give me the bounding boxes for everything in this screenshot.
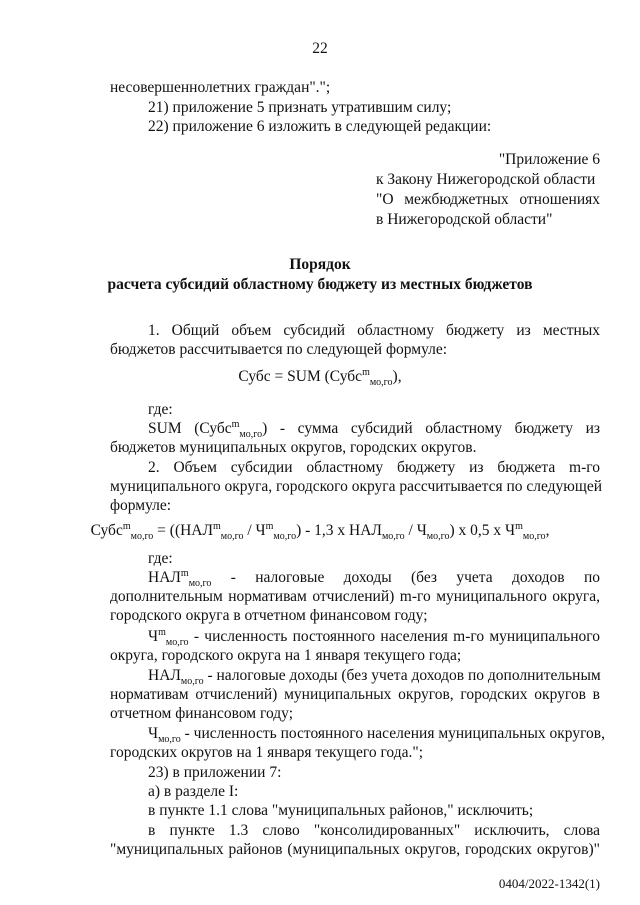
definition-line: округа, городского округа на 1 января текущего года; — [110, 647, 462, 664]
definition-line: $Ч^m_{мо,го}$ - численность постоянного населения m-го муниципального — [148, 626, 600, 649]
text-line: несовершеннолетних граждан"."; — [110, 79, 331, 96]
definition-line: городских округов на 1 января текущего года."; — [110, 744, 424, 761]
paragraph-line: бюджетов рассчитывается по следующей формуле: — [110, 341, 448, 358]
paragraph-line: муниципального округа, городского округа рассчитывается по следующей — [110, 478, 602, 495]
appendix-header-line: "О межбюджетных отношениях — [376, 191, 600, 208]
where-label: где: — [148, 550, 173, 567]
paragraph-line: 2. Объем субсидии областному бюджету из бюджета m-го — [148, 459, 600, 476]
definition-line: SUM (Субс$^m_{мо,го}$) - сумма субсидий областному бюджету из — [148, 418, 600, 441]
page-number: 22 — [312, 40, 328, 57]
definition-line: дополнительным нормативам отчислений) m-го муниципального округа, — [110, 588, 600, 605]
amendment-item: 23) в приложении 7: — [148, 764, 282, 781]
definition-line: городского округа в отчетном финансовом году; — [110, 607, 428, 624]
appendix-header-line: в Нижегородской области" — [376, 211, 553, 228]
document-subtitle: расчета субсидий областному бюджету из местных бюджетов — [107, 276, 533, 293]
document-code: 0404/2022-1342(1) — [498, 876, 600, 891]
text-line: 22) приложение 6 изложить в следующей редакции: — [148, 118, 492, 135]
amendment-item: в пункте 1.3 слово "консолидированных" исключить, слова — [148, 822, 600, 839]
formula-subsidy: Субс$^m_{мо,го}$ = ($(НАЛ^m_{мо,го} / Ч^m_{мо,го}) - 1,3$ х $НАЛ_{мо,го} / Ч_{мо,го}$) х 0,5 х $Ч^m_{мо,го}$, — [90, 520, 550, 543]
definition-line: $Ч_{мо,го}$ - численность постоянного населения муниципальных округов, — [148, 725, 605, 746]
appendix-header-line: к Закону Нижегородской области — [376, 171, 596, 188]
appendix-header — [376, 150, 600, 230]
appendix-header-line: "Приложение 6 — [498, 151, 600, 168]
amendment-item: а) в разделе I: — [148, 783, 239, 800]
definition-line: бюджетов муниципальных округов, городских округов. — [110, 439, 477, 456]
definition-line: $НАЛ_{мо,го}$ - налоговые доходы (без учета доходов по дополнительным — [148, 667, 601, 688]
text-line: 21) приложение 5 признать утратившим силу; — [148, 99, 452, 116]
document-title: Порядок — [289, 256, 351, 273]
definition-line: отчетном финансовом году; — [110, 705, 294, 722]
definition-line: $НАЛ^m_{мо,го}$ - налоговые доходы (без учета доходов по — [148, 567, 600, 590]
paragraph-line: формуле: — [110, 497, 172, 514]
where-label: где: — [148, 401, 173, 418]
amendment-item: "муниципальных районов (муниципальных округов, городских округов)" — [110, 841, 600, 858]
paragraph-line: 1. Общий объем субсидий областному бюджету из местных — [148, 322, 600, 339]
formula-total: Субс = SUM (Субс$^m_{мо,го}$), — [238, 366, 402, 389]
definition-line: нормативам отчислений) муниципальных округов, городских округов в — [110, 686, 600, 703]
amendment-item: в пункте 1.1 слова "муниципальных районов," исключить; — [148, 802, 534, 819]
